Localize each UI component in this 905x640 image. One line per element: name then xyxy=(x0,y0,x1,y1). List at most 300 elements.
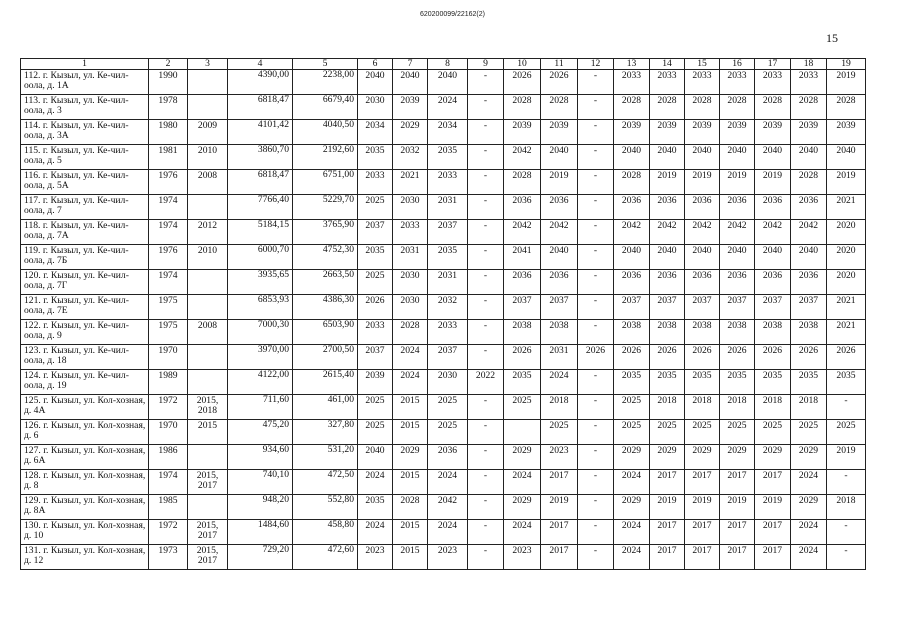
table-cell: 2192,60 xyxy=(293,145,358,170)
table-cell: - xyxy=(578,445,614,470)
table-cell: 2019 xyxy=(755,495,791,520)
table-row xyxy=(21,245,866,270)
address-cell: 114. г. Кызыл, ул. Ке-чил-оола, д. 3А xyxy=(21,120,149,145)
table-cell: 2038 xyxy=(504,320,541,345)
table-cell: 2036 xyxy=(650,270,685,295)
table-cell: - xyxy=(578,320,614,345)
table-cell: 2024 xyxy=(541,370,578,395)
table-row xyxy=(21,95,866,120)
table-cell: - xyxy=(468,520,504,545)
table-cell: - xyxy=(578,70,614,95)
column-header-17: 17 xyxy=(755,59,791,70)
table-cell: 2019 xyxy=(827,70,866,95)
table-cell: 2040 xyxy=(755,245,791,270)
table-cell: 2037 xyxy=(504,295,541,320)
table-row xyxy=(21,170,866,195)
table-cell: 2029 xyxy=(504,495,541,520)
table-cell: 2019 xyxy=(720,170,755,195)
table-cell: 2025 xyxy=(650,420,685,445)
table-cell: 2025 xyxy=(720,420,755,445)
table-cell: 711,60 xyxy=(228,395,293,420)
table-row xyxy=(21,420,866,445)
table-cell: 2031 xyxy=(428,195,468,220)
table-cell: 2025 xyxy=(504,395,541,420)
table-cell: - xyxy=(578,170,614,195)
table-cell: 2040 xyxy=(685,145,720,170)
table-cell: 2017 xyxy=(541,520,578,545)
table-cell: 2017 xyxy=(755,520,791,545)
table-cell: 2026 xyxy=(650,345,685,370)
table-cell: 2031 xyxy=(428,270,468,295)
table-cell: 2663,50 xyxy=(293,270,358,295)
table-cell: 2238,00 xyxy=(293,70,358,95)
table-cell: 2036 xyxy=(614,195,650,220)
table-cell: 2030 xyxy=(393,195,428,220)
table-cell: 2023 xyxy=(541,445,578,470)
table-cell: - xyxy=(468,70,504,95)
table-cell: 2015 xyxy=(188,420,228,445)
table-cell: 7766,40 xyxy=(228,195,293,220)
address-cell: 130. г. Кызыл, ул. Кол-хозная, д. 10 xyxy=(21,520,149,545)
table-cell: 2040 xyxy=(541,245,578,270)
table-cell: 1989 xyxy=(149,370,188,395)
table-cell: 2018 xyxy=(650,395,685,420)
table-cell: 327,80 xyxy=(293,420,358,445)
table-cell: - xyxy=(578,220,614,245)
column-header-15: 15 xyxy=(685,59,720,70)
column-header-16: 16 xyxy=(720,59,755,70)
table-cell: 2036 xyxy=(720,270,755,295)
table-row xyxy=(21,395,866,420)
address-cell: 127. г. Кызыл, ул. Кол-хозная, д. 6А xyxy=(21,445,149,470)
table-cell: 2025 xyxy=(358,420,393,445)
table-header-row xyxy=(21,59,866,70)
table-cell: - xyxy=(578,370,614,395)
table-cell: 2018 xyxy=(720,395,755,420)
table-cell: 2025 xyxy=(755,420,791,445)
table-cell: 2033 xyxy=(393,220,428,245)
table-cell: 2036 xyxy=(650,195,685,220)
table-cell xyxy=(504,420,541,445)
table-cell: 1970 xyxy=(149,420,188,445)
table-row xyxy=(21,320,866,345)
table-cell xyxy=(188,495,228,520)
table-row xyxy=(21,470,866,495)
table-cell: 2024 xyxy=(428,520,468,545)
table-cell: 7000,30 xyxy=(228,320,293,345)
table-cell: 2029 xyxy=(614,445,650,470)
table-cell: 2017 xyxy=(541,470,578,495)
table-cell: - xyxy=(468,270,504,295)
table-cell: 2039 xyxy=(541,120,578,145)
address-cell: 125. г. Кызыл, ул. Кол-хозная, д. 4А xyxy=(21,395,149,420)
table-cell: 2025 xyxy=(685,420,720,445)
table-cell: 2028 xyxy=(614,95,650,120)
table-cell: 2017 xyxy=(541,545,578,570)
address-cell: 115. г. Кызыл, ул. Ке-чил-оола, д. 5 xyxy=(21,145,149,170)
table-cell: 2018 xyxy=(827,495,866,520)
table-cell: 2039 xyxy=(791,120,827,145)
table-cell: - xyxy=(578,520,614,545)
table-cell: 2015, 2017 xyxy=(188,470,228,495)
table-cell: 2039 xyxy=(720,120,755,145)
table-cell: 2035 xyxy=(504,370,541,395)
table-cell: - xyxy=(468,320,504,345)
table-cell: - xyxy=(468,395,504,420)
table-cell: 2030 xyxy=(358,95,393,120)
table-cell: 740,10 xyxy=(228,470,293,495)
table-cell: 2038 xyxy=(791,320,827,345)
table-cell xyxy=(188,295,228,320)
table-cell: 2038 xyxy=(685,320,720,345)
table-cell: 2029 xyxy=(791,445,827,470)
table-cell: 2019 xyxy=(827,445,866,470)
table-cell: 1985 xyxy=(149,495,188,520)
table-cell: 2024 xyxy=(504,470,541,495)
table-cell: 2025 xyxy=(541,420,578,445)
table-cell: 2035 xyxy=(755,370,791,395)
table-cell: 2030 xyxy=(393,270,428,295)
table-cell: 2017 xyxy=(650,470,685,495)
table-cell: 531,20 xyxy=(293,445,358,470)
table-cell: - xyxy=(827,395,866,420)
table-cell: 2039 xyxy=(827,120,866,145)
table-cell: 2031 xyxy=(541,345,578,370)
table-cell: 2024 xyxy=(614,470,650,495)
table-cell: 1981 xyxy=(149,145,188,170)
table-cell: 2615,40 xyxy=(293,370,358,395)
table-cell: 2017 xyxy=(755,545,791,570)
address-cell: 122. г. Кызыл, ул. Ке-чил-оола, д. 9 xyxy=(21,320,149,345)
table-cell: 2021 xyxy=(827,295,866,320)
column-header-5: 5 xyxy=(293,59,358,70)
table-cell: 4040,50 xyxy=(293,120,358,145)
table-cell: - xyxy=(468,145,504,170)
table-cell: - xyxy=(578,495,614,520)
table-cell: 2017 xyxy=(720,520,755,545)
table-cell: 2037 xyxy=(614,295,650,320)
table-cell: 2028 xyxy=(791,95,827,120)
table-cell: 2042 xyxy=(685,220,720,245)
table-cell: 2026 xyxy=(827,345,866,370)
table-cell: 2028 xyxy=(720,95,755,120)
table-cell: 2035 xyxy=(827,370,866,395)
table-cell: 948,20 xyxy=(228,495,293,520)
table-cell: 2035 xyxy=(614,370,650,395)
table-cell: 2028 xyxy=(755,95,791,120)
table-cell: 6818,47 xyxy=(228,170,293,195)
table-cell: 2029 xyxy=(755,445,791,470)
table-cell: 2033 xyxy=(755,70,791,95)
table-cell: 2030 xyxy=(393,295,428,320)
column-header-2: 2 xyxy=(149,59,188,70)
table-cell: 1980 xyxy=(149,120,188,145)
table-cell: 2028 xyxy=(827,95,866,120)
table-cell: 2035 xyxy=(685,370,720,395)
table-row xyxy=(21,520,866,545)
table-cell: - xyxy=(468,95,504,120)
table-cell: 2040 xyxy=(755,145,791,170)
table-cell: 2039 xyxy=(504,120,541,145)
table-cell: 2036 xyxy=(755,195,791,220)
table-cell: 2033 xyxy=(428,170,468,195)
table-cell: 2018 xyxy=(755,395,791,420)
column-header-4: 4 xyxy=(228,59,293,70)
housing-overhaul-table xyxy=(20,58,866,570)
table-cell: 2028 xyxy=(504,170,541,195)
table-cell: 2040 xyxy=(614,245,650,270)
table-cell: 2036 xyxy=(504,270,541,295)
table-cell: - xyxy=(578,420,614,445)
table-cell: 2024 xyxy=(504,520,541,545)
table-cell: 2039 xyxy=(650,120,685,145)
table-cell: 4386,30 xyxy=(293,295,358,320)
table-cell: 2036 xyxy=(791,195,827,220)
table-cell: 2037 xyxy=(428,345,468,370)
table-cell: 3765,90 xyxy=(293,220,358,245)
table-row xyxy=(21,295,866,320)
table-cell: 2035 xyxy=(428,245,468,270)
table-cell: 2026 xyxy=(720,345,755,370)
table-row xyxy=(21,220,866,245)
table-cell: 2021 xyxy=(827,195,866,220)
table-cell: 2015, 2018 xyxy=(188,395,228,420)
table-cell: 2026 xyxy=(755,345,791,370)
table-cell: 2019 xyxy=(685,495,720,520)
table-row xyxy=(21,195,866,220)
table-cell: - xyxy=(468,345,504,370)
table-cell: - xyxy=(468,545,504,570)
table-cell: 2024 xyxy=(393,345,428,370)
table-cell: - xyxy=(578,545,614,570)
address-cell: 112. г. Кызыл, ул. Ке-чил-оола, д. 1А xyxy=(21,70,149,95)
table-cell: 2700,50 xyxy=(293,345,358,370)
table-cell: 2036 xyxy=(685,270,720,295)
table-cell: 2033 xyxy=(358,170,393,195)
column-header-13: 13 xyxy=(614,59,650,70)
table-cell: 2018 xyxy=(685,395,720,420)
table-cell: - xyxy=(468,170,504,195)
table-cell: 2040 xyxy=(685,245,720,270)
table-cell: 2033 xyxy=(720,70,755,95)
address-cell: 129. г. Кызыл, ул. Кол-хозная, д. 8А xyxy=(21,495,149,520)
table-cell: 2029 xyxy=(685,445,720,470)
table-cell: 2017 xyxy=(720,545,755,570)
table-cell: 2017 xyxy=(685,545,720,570)
table-cell xyxy=(188,195,228,220)
table-cell: 2019 xyxy=(827,170,866,195)
table-cell: 2039 xyxy=(614,120,650,145)
table-cell: - xyxy=(468,420,504,445)
table-cell: 2039 xyxy=(685,120,720,145)
table-cell: - xyxy=(468,220,504,245)
table-cell: 729,20 xyxy=(228,545,293,570)
table-cell: - xyxy=(578,245,614,270)
table-cell: 1986 xyxy=(149,445,188,470)
table-cell: 2039 xyxy=(755,120,791,145)
table-cell: 1972 xyxy=(149,395,188,420)
table-cell: 6679,40 xyxy=(293,95,358,120)
table-cell: 2028 xyxy=(541,95,578,120)
table-cell: 2026 xyxy=(614,345,650,370)
table-cell: 2021 xyxy=(393,170,428,195)
table-cell: 2040 xyxy=(720,245,755,270)
table-cell: 2040 xyxy=(650,145,685,170)
column-header-19: 19 xyxy=(827,59,866,70)
table-cell: 1972 xyxy=(149,520,188,545)
table-cell: 2040 xyxy=(827,145,866,170)
document-id: 620200099/22162(2) xyxy=(419,11,485,18)
table-cell: 2039 xyxy=(393,95,428,120)
table-cell: 2040 xyxy=(650,245,685,270)
table-cell: 1974 xyxy=(149,270,188,295)
table-cell: - xyxy=(827,520,866,545)
address-cell: 128. г. Кызыл, ул. Кол-хозная, д. 8 xyxy=(21,470,149,495)
table-row xyxy=(21,70,866,95)
table-cell: 1974 xyxy=(149,220,188,245)
table-cell: 4122,00 xyxy=(228,370,293,395)
table-cell: - xyxy=(578,195,614,220)
table-cell: 2042 xyxy=(650,220,685,245)
table-cell: 2015 xyxy=(393,420,428,445)
table-cell: 1990 xyxy=(149,70,188,95)
table-cell: - xyxy=(827,470,866,495)
table-cell: 4390,00 xyxy=(228,70,293,95)
table-cell: 2025 xyxy=(614,420,650,445)
table-cell: 2036 xyxy=(685,195,720,220)
table-cell: 2024 xyxy=(791,545,827,570)
table-cell: 2035 xyxy=(358,495,393,520)
table-cell: 2017 xyxy=(755,470,791,495)
table-cell: - xyxy=(827,545,866,570)
table-cell: 5184,15 xyxy=(228,220,293,245)
table-cell: 5229,70 xyxy=(293,195,358,220)
table-cell: 2019 xyxy=(541,495,578,520)
table-cell: - xyxy=(468,245,504,270)
column-header-3: 3 xyxy=(188,59,228,70)
table-cell: 2029 xyxy=(393,120,428,145)
table-cell: 2021 xyxy=(827,320,866,345)
table-cell: 2036 xyxy=(541,195,578,220)
table-cell: 2017 xyxy=(720,470,755,495)
table-cell: 2035 xyxy=(650,370,685,395)
table-cell: 2018 xyxy=(541,395,578,420)
table-cell: 2015, 2017 xyxy=(188,520,228,545)
table-cell: 2035 xyxy=(428,145,468,170)
table-cell: 2015 xyxy=(393,470,428,495)
table-cell: 6503,90 xyxy=(293,320,358,345)
table-cell: 6818,47 xyxy=(228,95,293,120)
table-cell: 2034 xyxy=(358,120,393,145)
table-cell: 2042 xyxy=(541,220,578,245)
table-cell: 2026 xyxy=(541,70,578,95)
table-cell: 2025 xyxy=(358,270,393,295)
table-cell: 2028 xyxy=(685,95,720,120)
table-cell: 475,20 xyxy=(228,420,293,445)
table-cell: - xyxy=(468,120,504,145)
table-cell: 2028 xyxy=(393,495,428,520)
table-cell: 3935,65 xyxy=(228,270,293,295)
table-cell: 2038 xyxy=(650,320,685,345)
table-cell: 2025 xyxy=(358,395,393,420)
address-cell: 126. г. Кызыл, ул. Кол-хозная, д. 6 xyxy=(21,420,149,445)
table-cell: 2039 xyxy=(358,370,393,395)
table-cell: 2028 xyxy=(791,170,827,195)
address-cell: 123. г. Кызыл, ул. Ке-чил-оола, д. 18 xyxy=(21,345,149,370)
table-cell: - xyxy=(578,470,614,495)
table-cell: 2036 xyxy=(791,270,827,295)
table-row xyxy=(21,270,866,295)
table-cell: 2024 xyxy=(358,520,393,545)
table-cell: 1976 xyxy=(149,170,188,195)
table-cell: 2024 xyxy=(791,520,827,545)
table-cell: 2023 xyxy=(428,545,468,570)
table-cell: 1484,60 xyxy=(228,520,293,545)
table-cell: 1974 xyxy=(149,195,188,220)
table-cell: 2019 xyxy=(650,495,685,520)
table-cell: 4101,42 xyxy=(228,120,293,145)
table-cell: 2029 xyxy=(393,445,428,470)
table-cell: 2029 xyxy=(614,495,650,520)
table-cell: 2017 xyxy=(685,470,720,495)
table-cell: 2030 xyxy=(428,370,468,395)
table-cell: 2037 xyxy=(685,295,720,320)
table-cell: 1970 xyxy=(149,345,188,370)
table-cell: 2040 xyxy=(791,245,827,270)
table-cell: 2019 xyxy=(720,495,755,520)
address-cell: 113. г. Кызыл, ул. Ке-чил-оола, д. 3 xyxy=(21,95,149,120)
table-cell: 2024 xyxy=(428,95,468,120)
address-cell: 116. г. Кызыл, ул. Ке-чил-оола, д. 5А xyxy=(21,170,149,195)
table-cell: 2026 xyxy=(504,70,541,95)
table-cell: 6853,93 xyxy=(228,295,293,320)
table-cell: 2029 xyxy=(650,445,685,470)
table-row xyxy=(21,445,866,470)
table-body xyxy=(21,70,866,570)
table-cell: 2033 xyxy=(791,70,827,95)
table-cell: 2038 xyxy=(755,320,791,345)
table-cell: 1976 xyxy=(149,245,188,270)
table-cell: 2019 xyxy=(685,170,720,195)
table-cell: 3970,00 xyxy=(228,345,293,370)
table-cell: 2036 xyxy=(541,270,578,295)
table-cell: 2008 xyxy=(188,170,228,195)
table-cell: 2040 xyxy=(720,145,755,170)
table-cell: - xyxy=(468,470,504,495)
table-cell: 2040 xyxy=(428,70,468,95)
table-cell: 2037 xyxy=(358,220,393,245)
table-cell: 2033 xyxy=(358,320,393,345)
table-cell: 2041 xyxy=(504,245,541,270)
table-row xyxy=(21,145,866,170)
table-cell: 2019 xyxy=(755,170,791,195)
table-cell: 2017 xyxy=(650,520,685,545)
table-row xyxy=(21,345,866,370)
table-cell: 472,60 xyxy=(293,545,358,570)
table-cell: 552,80 xyxy=(293,495,358,520)
table-cell: 2042 xyxy=(504,145,541,170)
table-cell: - xyxy=(578,295,614,320)
table-cell: 1975 xyxy=(149,320,188,345)
table-cell: 2033 xyxy=(614,70,650,95)
table-cell: 2026 xyxy=(504,345,541,370)
table-cell: - xyxy=(468,445,504,470)
page-number: 15 xyxy=(826,31,838,45)
table-cell: 2023 xyxy=(504,545,541,570)
table-cell: 2015 xyxy=(393,520,428,545)
table-cell: 2025 xyxy=(428,395,468,420)
table-cell: 2024 xyxy=(614,545,650,570)
